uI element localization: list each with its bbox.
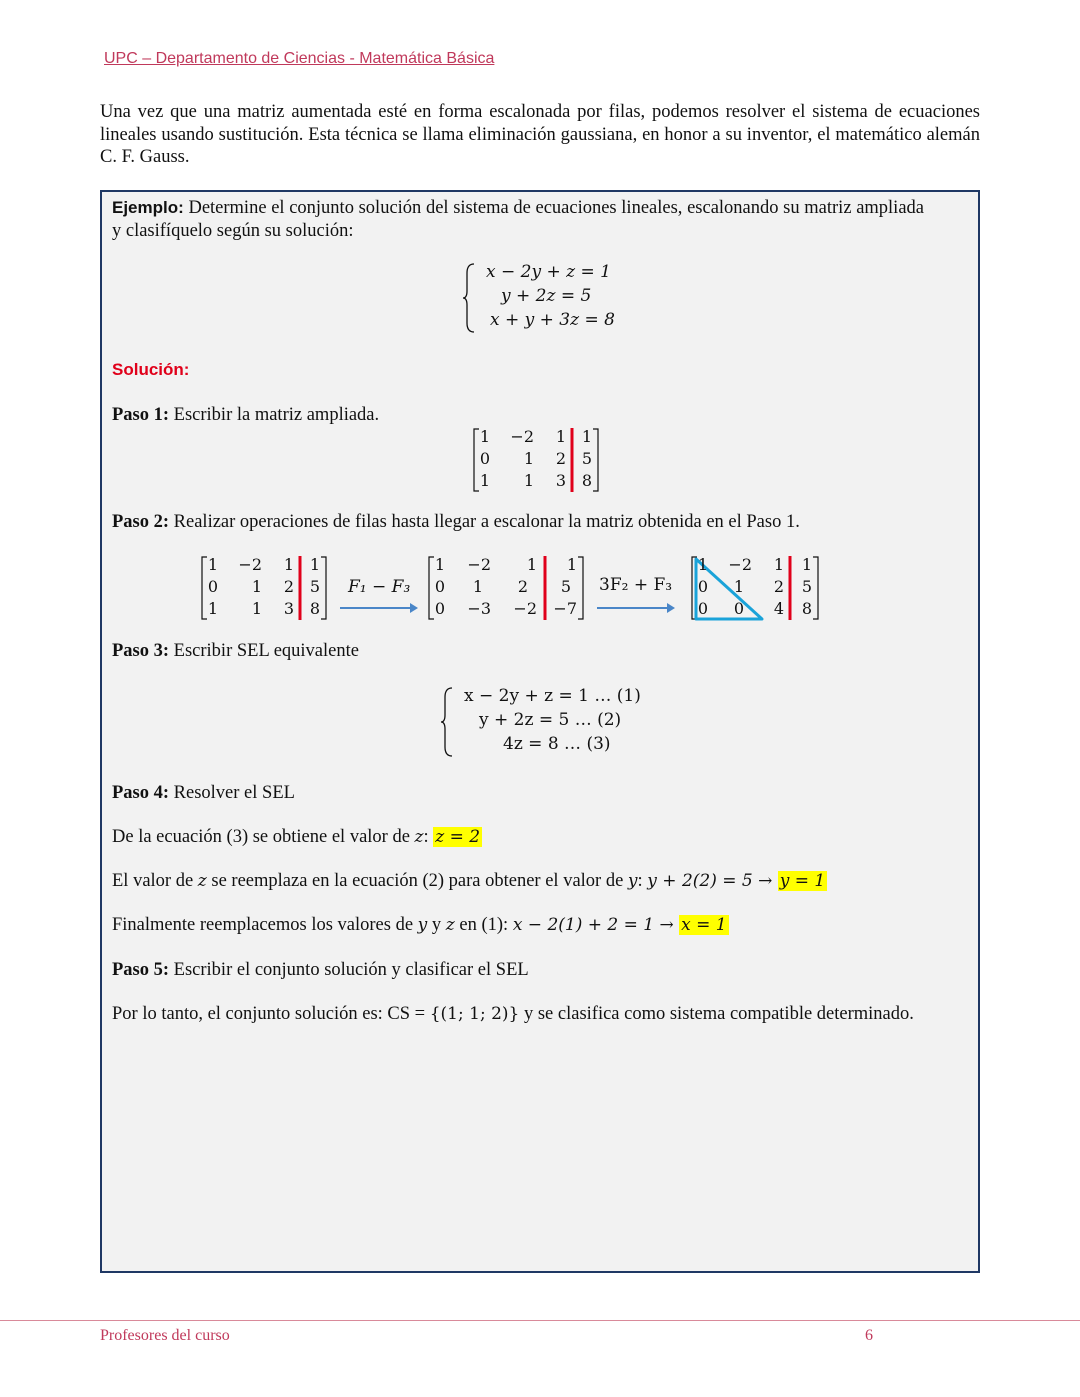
mb-r2c2: 1 [472, 577, 483, 596]
mc-r2c4: 5 [801, 577, 812, 596]
m1-r3c1: 1 [479, 471, 490, 490]
ma-r3c4: 8 [309, 599, 320, 618]
mc-r2c2: 1 [733, 577, 744, 596]
solve-line-2: El valor de z se reemplaza en la ecuación (2) para obtener el valor de y: y + 2(2) = 5 → y = 1 [112, 871, 826, 891]
echelon-matrix [690, 555, 822, 621]
y-result-highlight: y = 1 [779, 871, 826, 891]
ma-r2c2: 1 [251, 577, 262, 596]
mc-r2c1: 0 [697, 577, 708, 596]
m1-r3c2: 1 [523, 471, 534, 490]
ma-r3c2: 1 [251, 599, 262, 618]
equiv-eq-1: x − 2y + z = 1 … (1) [464, 686, 641, 706]
mb-r1c2: −2 [467, 555, 491, 574]
mc-r1c2: −2 [728, 555, 752, 574]
mb-r1c1: 1 [434, 555, 445, 574]
page-header: UPC – Departamento de Ciencias - Matemática Básica [104, 50, 495, 67]
page-number: 6 [865, 1327, 873, 1344]
mc-r1c4: 1 [801, 555, 812, 574]
mb-r1c3: 1 [526, 555, 537, 574]
example-text: Determine el conjunto solución del sistema de ecuaciones lineales, escalonando su matriz ampliada y clasifíquelo según su solución: [112, 198, 924, 241]
m1-r1c3: 1 [555, 427, 566, 446]
footer-divider [0, 1320, 1080, 1321]
step-5: Paso 5: Escribir el conjunto solución y clasificar el SEL [112, 960, 529, 980]
m1-r3c4: 8 [581, 471, 592, 490]
mb-r3c4: −7 [553, 599, 577, 618]
augmented-matrix-1 [472, 427, 602, 493]
m1-r3c3: 3 [555, 471, 566, 490]
mb-r1c4: 1 [566, 555, 577, 574]
example-statement [112, 196, 924, 243]
ma-r1c2: −2 [238, 555, 262, 574]
solution-label: Solución: [112, 360, 190, 379]
example-box [100, 190, 980, 1273]
ma-r1c3: 1 [283, 555, 294, 574]
mb-r3c1: 0 [434, 599, 445, 618]
solution-set: {(1; 1; 2)} [429, 1004, 520, 1024]
m1-r1c4: 1 [581, 427, 592, 446]
row-operation-2: 3F₂ + F₃ [599, 575, 673, 595]
ma-r1c4: 1 [309, 555, 320, 574]
footer-text: Profesores del curso [100, 1327, 230, 1344]
ma-r2c1: 0 [207, 577, 218, 596]
conclusion: Por lo tanto, el conjunto solución es: CS = {(1; 1; 2)} y se clasifica como sistema compatible determinado. [112, 1004, 914, 1024]
left-brace-icon [462, 263, 476, 333]
original-system [462, 262, 632, 334]
row-op-matrix-b [427, 555, 587, 621]
ma-r1c1: 1 [207, 555, 218, 574]
m1-r2c1: 0 [479, 449, 490, 468]
example-label: Ejemplo: [112, 198, 184, 217]
mb-r3c3: −2 [513, 599, 537, 618]
m1-r2c3: 2 [555, 449, 566, 468]
row-operation-1: F₁ − F₃ [348, 577, 411, 597]
z-result-highlight: z = 2 [435, 827, 481, 847]
equiv-eq-2: y + 2z = 5 … (2) [479, 710, 622, 730]
x-result-highlight: x = 1 [681, 915, 727, 935]
m1-r2c4: 5 [581, 449, 592, 468]
ma-r2c4: 5 [309, 577, 320, 596]
step-2: Paso 2: Realizar operaciones de filas hasta llegar a escalonar la matriz obtenida en el Paso 1. [112, 512, 800, 532]
m1-r2c2: 1 [523, 449, 534, 468]
step-3: Paso 3: Escribir SEL equivalente [112, 641, 359, 661]
mb-r2c4: 5 [560, 577, 571, 596]
intro-paragraph: Una vez que una matriz aumentada esté en forma escalonada por filas, podemos resolver el sistema de ecuaciones lineales usando sustitución. Esta técnica se llama eliminación gaussiana, en honor a su inventor, el matemático alemán C. F. Gauss. [100, 102, 980, 167]
mc-r3c3: 4 [773, 599, 784, 618]
solve-line-1: De la ecuación (3) se obtiene el valor de z: z = 2 [112, 827, 481, 847]
equivalent-system [440, 686, 660, 758]
mc-r3c4: 8 [801, 599, 812, 618]
equiv-eq-3: 4z = 8 … (3) [503, 734, 611, 754]
arrow-right-icon [340, 602, 420, 614]
mc-r3c1: 0 [697, 599, 708, 618]
m1-r1c2: −2 [510, 427, 534, 446]
ma-r3c3: 3 [283, 599, 294, 618]
solve-line-3: Finalmente reemplacemos los valores de y y z en (1): x − 2(1) + 2 = 1 → x = 1 [112, 915, 727, 935]
system-eq-3: x + y + 3z = 8 [490, 310, 615, 330]
row-op-matrix-a [200, 555, 330, 621]
mb-r3c2: −3 [467, 599, 491, 618]
step-1: Paso 1: Escribir la matriz ampliada. [112, 405, 380, 425]
mc-r3c2: 0 [733, 599, 744, 618]
mc-r2c3: 2 [773, 577, 784, 596]
system-eq-1: x − 2y + z = 1 [486, 262, 611, 282]
left-brace-icon [440, 687, 454, 757]
mb-r2c3: 2 [517, 577, 528, 596]
system-eq-2: y + 2z = 5 [501, 286, 592, 306]
arrow-right-icon [597, 602, 677, 614]
mc-r1c3: 1 [773, 555, 784, 574]
ma-r2c3: 2 [283, 577, 294, 596]
mc-r1c1: 1 [697, 555, 708, 574]
step-4: Paso 4: Resolver el SEL [112, 783, 295, 803]
m1-r1c1: 1 [479, 427, 490, 446]
ma-r3c1: 1 [207, 599, 218, 618]
mb-r2c1: 0 [434, 577, 445, 596]
